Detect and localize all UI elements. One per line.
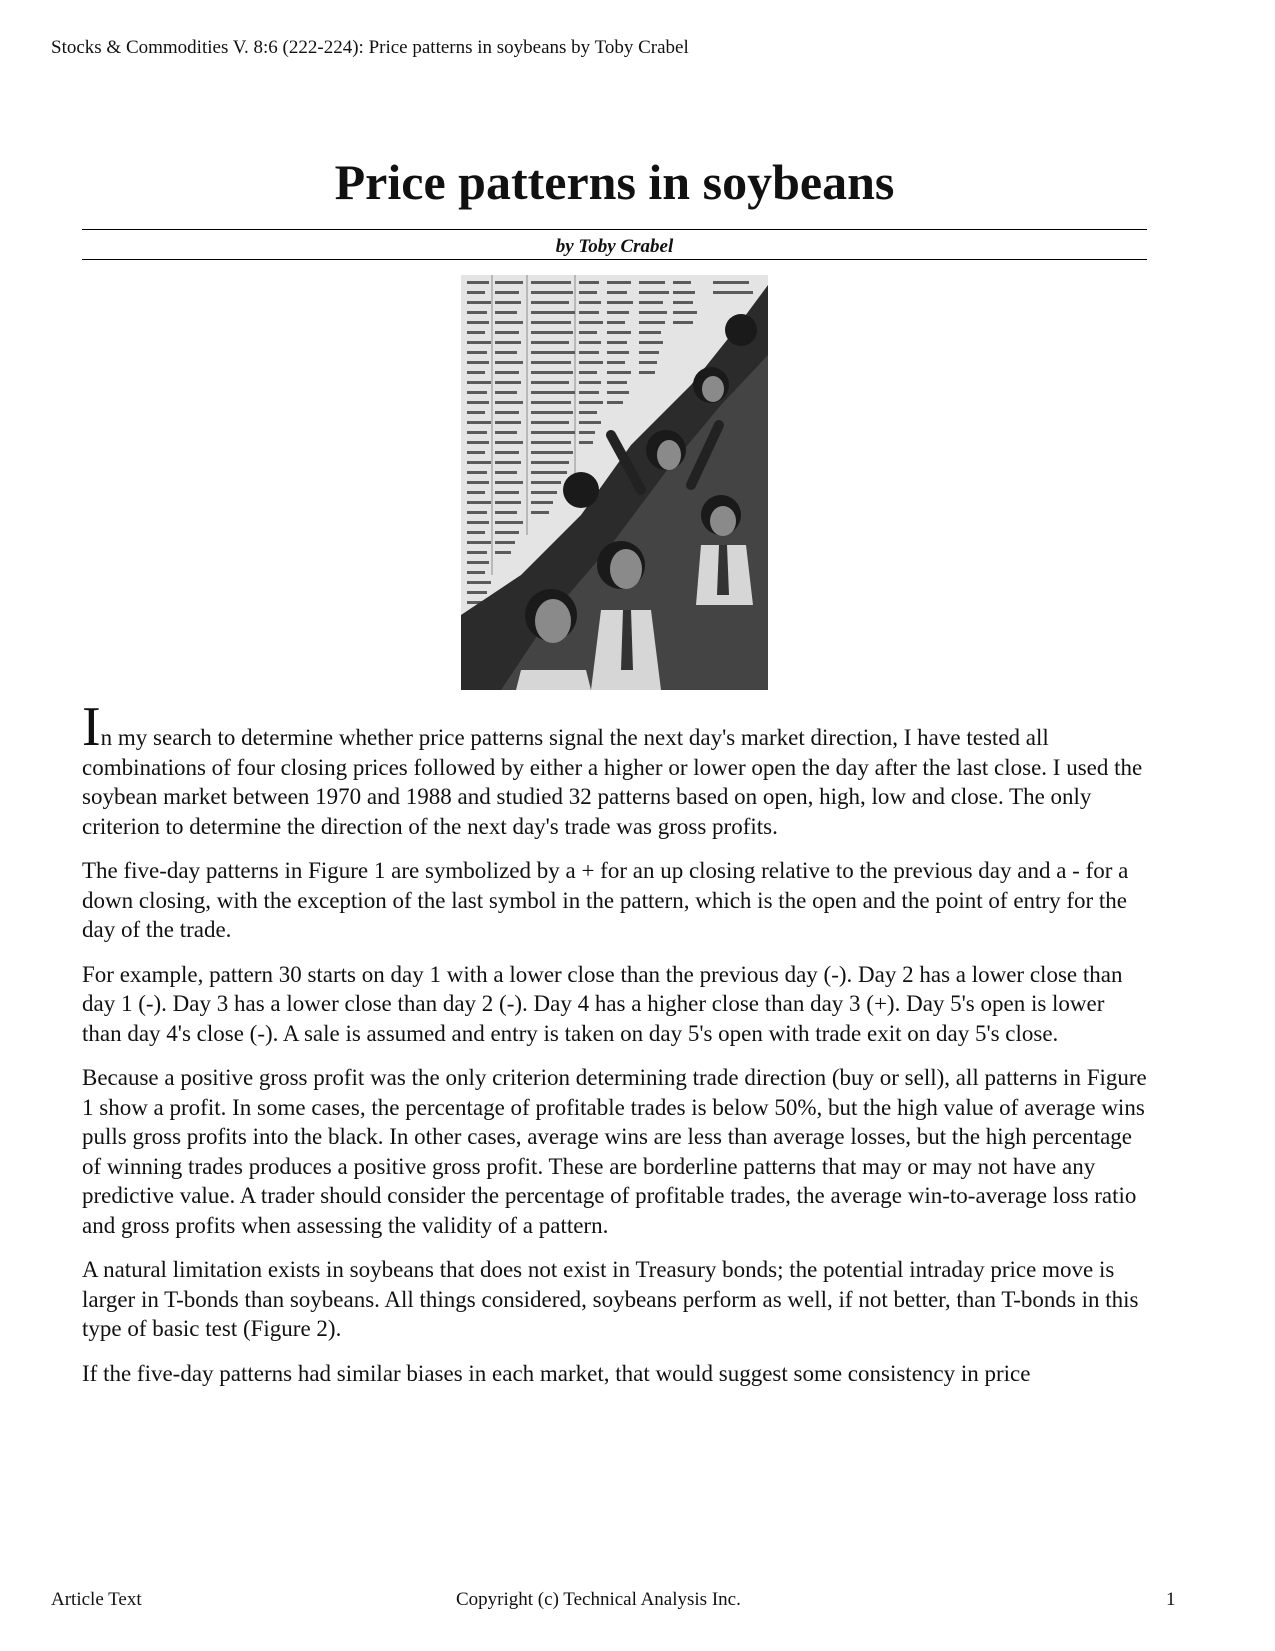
page-number: 1 xyxy=(1166,1589,1176,1610)
footer-copyright: Copyright (c) Technical Analysis Inc. xyxy=(456,1589,741,1610)
article-body xyxy=(82,696,1147,1403)
footer-section-label: Article Text xyxy=(51,1589,142,1610)
drop-cap: I xyxy=(82,696,101,758)
article-paragraph-4: Because a positive gross profit was the only criterion determining trade direction (buy or sell), all patterns in Figure 1 show a profit. In some cases, the percentage of profitable trades is below 50%, but the high value of average wins pulls gross profits into the black. In other cases, average wins are less than average losses, but the high percentage of winning trades produces a positive gross profit. These are borderline patterns that may or may not have any predictive value. A trader should consider the percentage of profitable trades, the average win-to-average loss ratio and gross profits when assessing the validity of a pattern. xyxy=(82,1065,1147,1238)
article-paragraph-6: If the five-day patterns had similar biases in each market, that would suggest some consistency in price xyxy=(82,1360,1031,1386)
running-header: Stocks & Commodities V. 8:6 (222-224): Price patterns in soybeans by Toby Crabel xyxy=(51,37,689,58)
trading-floor-photo xyxy=(461,275,768,690)
article-paragraph-1 xyxy=(82,696,1147,841)
title-divider-bottom xyxy=(82,259,1147,260)
article-title: Price patterns in soybeans xyxy=(334,154,895,210)
article-paragraph-2: The five-day patterns in Figure 1 are symbolized by a + for an up closing relative to the previous day and a - for a down closing, with the exception of the last symbol in the pattern, which is the open and the point of entry for the day of the trade. xyxy=(82,858,1129,942)
article-paragraph-5: A natural limitation exists in soybeans that does not exist in Treasury bonds; the potential intraday price move is larger in T-bonds than soybeans. All things considered, soybeans perform as well, if not better, than T-bonds in this type of basic test (Figure 2). xyxy=(82,1257,1139,1341)
article-paragraph-3: For example, pattern 30 starts on day 1 with a lower close than the previous day (-). Day 2 has a lower close than day 1 (-). Day 3 has a lower close than day 2 (-). Day 4 has a higher close than day 3 (+). Day 5's open is lower than day 4's close (-). A sale is assumed and entry is taken on day 5's open with trade exit on day 5's close. xyxy=(82,961,1123,1046)
article-byline: by Toby Crabel xyxy=(555,236,674,257)
title-divider-top xyxy=(82,229,1147,230)
paragraph-text: n my search to determine whether price patterns signal the next day's market direction, I have tested all combinations of four closing prices followed by either a higher or lower open the day after the last close. I used the soybean market between 1970 and 1988 and studied 32 patterns based on open, high, low and close. The only criterion to determine the direction of the next day's trade was gross profits. xyxy=(82,725,1143,839)
